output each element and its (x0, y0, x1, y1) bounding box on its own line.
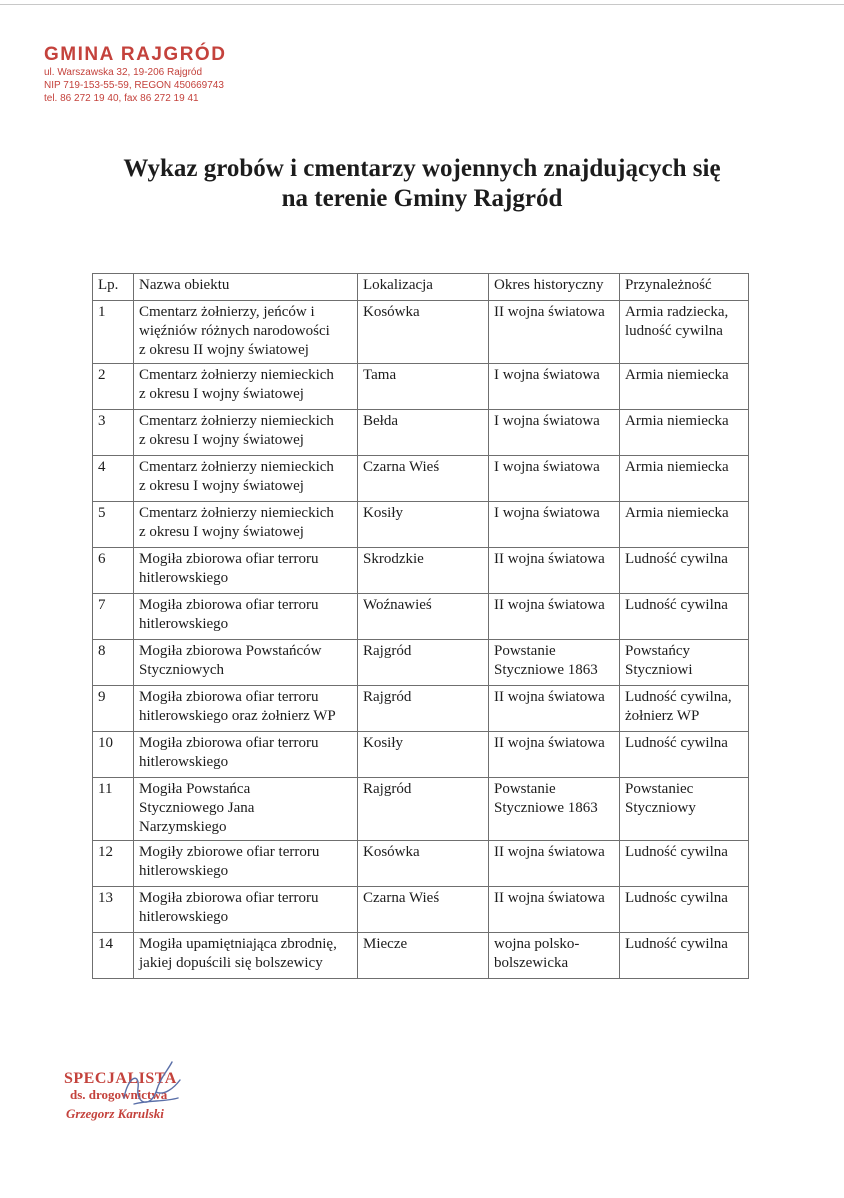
cell-location: Czarna Wieś (358, 456, 489, 502)
header-period: Okres historyczny (489, 274, 620, 301)
header-lp: Lp. (93, 274, 134, 301)
cell-affiliation-line: Ludność cywilna (625, 844, 728, 860)
cell-lp: 13 (93, 887, 134, 933)
cell-lp: 8 (93, 640, 134, 686)
header-affiliation: Przynależność (620, 274, 749, 301)
cell-affiliation-line: Armia niemiecka (625, 505, 729, 521)
cell-period (489, 778, 620, 841)
cell-period-line: I wojna światowa (494, 505, 600, 521)
cell-name-line: Mogiła zbiorowa ofiar terroru (139, 551, 319, 567)
header-name: Nazwa obiektu (134, 274, 358, 301)
cell-name (134, 364, 358, 410)
cell-period (489, 640, 620, 686)
cell-name-line: Mogiła zbiorowa ofiar terroru (139, 890, 319, 906)
cell-name (134, 410, 358, 456)
table-row (93, 887, 749, 933)
title-line-2: na terenie Gminy Rajgród (281, 185, 563, 212)
cell-name (134, 686, 358, 732)
cell-period (489, 456, 620, 502)
cell-name-line: z okresu I wojny światowej (139, 432, 304, 448)
cell-name-line: Cmentarz żołnierzy niemieckich (139, 413, 334, 429)
cell-name (134, 841, 358, 887)
table-row (93, 502, 749, 548)
cell-name-line: z okresu I wojny światowej (139, 524, 304, 540)
cell-name-line: hitlerowskiego (139, 570, 229, 586)
cell-name (134, 594, 358, 640)
cell-period-line: II wojna światowa (494, 735, 605, 751)
cell-period-line: II wojna światowa (494, 844, 605, 860)
cell-affiliation (620, 364, 749, 410)
cell-period (489, 548, 620, 594)
table-row (93, 778, 749, 841)
cell-affiliation (620, 887, 749, 933)
cell-name-line: Styczniowego Jana (139, 800, 255, 816)
cell-affiliation-line: Powstańcy (625, 643, 690, 659)
table-body (93, 301, 749, 979)
table-row (93, 456, 749, 502)
cell-affiliation-line: Ludność cywilna (625, 597, 728, 613)
cell-affiliation (620, 301, 749, 364)
document-title (0, 154, 844, 214)
letterhead-contact: tel. 86 272 19 40, fax 86 272 19 41 (44, 93, 199, 104)
cell-location: Woźnawieś (358, 594, 489, 640)
cell-affiliation-line: Ludność cywilna (625, 936, 728, 952)
cell-affiliation-line: Styczniowi (625, 662, 693, 678)
cell-period-line: II wojna światowa (494, 597, 605, 613)
cell-name (134, 887, 358, 933)
cell-lp: 6 (93, 548, 134, 594)
cell-lp: 5 (93, 502, 134, 548)
cell-period-line: II wojna światowa (494, 890, 605, 906)
cell-name-line: hitlerowskiego (139, 616, 229, 632)
cell-period (489, 301, 620, 364)
cell-period (489, 410, 620, 456)
cell-name-line: z okresu I wojny światowej (139, 386, 304, 402)
cell-name-line: Styczniowych (139, 662, 224, 678)
cell-name-line: Mogiła zbiorowa ofiar terroru (139, 689, 319, 705)
table-row (93, 548, 749, 594)
table-row (93, 933, 749, 979)
table-row (93, 841, 749, 887)
cell-period-line: I wojna światowa (494, 459, 600, 475)
cell-name-line: Mogiła upamiętniająca zbrodnię, (139, 936, 337, 952)
cell-name-line: Mogiły zbiorowe ofiar terroru (139, 844, 320, 860)
cell-lp: 12 (93, 841, 134, 887)
cell-location: Kosiły (358, 502, 489, 548)
table-row (93, 364, 749, 410)
cell-name-line: hitlerowskiego (139, 863, 229, 879)
cell-name-line: Cmentarz żołnierzy niemieckich (139, 505, 334, 521)
cell-location: Bełda (358, 410, 489, 456)
cell-period (489, 364, 620, 410)
cell-lp: 2 (93, 364, 134, 410)
header-location: Lokalizacja (358, 274, 489, 301)
cell-name-line: Cmentarz żołnierzy niemieckich (139, 459, 334, 475)
table-row (93, 594, 749, 640)
table-header-row (93, 274, 749, 301)
letterhead-ids: NIP 719-153-55-59, REGON 450669743 (44, 80, 224, 91)
cell-name (134, 640, 358, 686)
cell-lp: 7 (93, 594, 134, 640)
cell-location: Skrodzkie (358, 548, 489, 594)
table-row (93, 686, 749, 732)
table-row (93, 732, 749, 778)
cell-name (134, 548, 358, 594)
table-row (93, 410, 749, 456)
cell-period-line: Powstanie (494, 643, 556, 659)
cell-period-line: I wojna światowa (494, 413, 600, 429)
cell-period (489, 933, 620, 979)
cell-period-line: Styczniowe 1863 (494, 800, 598, 816)
cell-name-line: z okresu II wojny światowej (139, 342, 309, 358)
cell-affiliation (620, 686, 749, 732)
letterhead-name: GMINA RAJGRÓD (44, 44, 227, 65)
cell-affiliation (620, 502, 749, 548)
cell-affiliation-line: Armia niemiecka (625, 367, 729, 383)
stamp-line-3: Grzegorz Karulski (66, 1106, 164, 1121)
cell-lp: 11 (93, 778, 134, 841)
cell-name-line: z okresu I wojny światowej (139, 478, 304, 494)
stamp-line-1: SPECJALISTA (64, 1070, 177, 1087)
cell-period-line: wojna polsko- (494, 936, 580, 952)
cell-location: Rajgród (358, 686, 489, 732)
cell-period-line: II wojna światowa (494, 304, 605, 320)
table-row (93, 640, 749, 686)
cell-name-line: Mogiła zbiorowa ofiar terroru (139, 597, 319, 613)
cell-affiliation-line: żołnierz WP (625, 708, 700, 724)
cell-name (134, 502, 358, 548)
cell-name-line: hitlerowskiego (139, 754, 229, 770)
cell-lp: 14 (93, 933, 134, 979)
cell-location: Miecze (358, 933, 489, 979)
war-graves-table (92, 273, 749, 979)
cell-lp: 9 (93, 686, 134, 732)
cell-name-line: jakiej dopuścili się bolszewicy (139, 955, 323, 971)
cell-lp: 4 (93, 456, 134, 502)
cell-location: Tama (358, 364, 489, 410)
cell-affiliation-line: Armia niemiecka (625, 413, 729, 429)
cell-location: Czarna Wieś (358, 887, 489, 933)
cell-location: Rajgród (358, 640, 489, 686)
cell-affiliation-line: Armia niemiecka (625, 459, 729, 475)
cell-affiliation-line: Ludność cywilna (625, 551, 728, 567)
cell-name-line: Cmentarz żołnierzy niemieckich (139, 367, 334, 383)
cell-location: Kosówka (358, 841, 489, 887)
cell-affiliation-line: Powstaniec (625, 781, 694, 797)
specialist-stamp (64, 1058, 224, 1128)
cell-period-line: I wojna światowa (494, 367, 600, 383)
cell-name-line: więźniów różnych narodowości (139, 323, 330, 339)
cell-name-line: hitlerowskiego oraz żołnierz WP (139, 708, 336, 724)
cell-affiliation (620, 778, 749, 841)
cell-affiliation-line: Styczniowy (625, 800, 696, 816)
cell-affiliation (620, 410, 749, 456)
cell-affiliation (620, 732, 749, 778)
cell-name-line: Mogiła Powstańca (139, 781, 251, 797)
cell-affiliation (620, 548, 749, 594)
cell-affiliation (620, 594, 749, 640)
title-line-1: Wykaz grobów i cmentarzy wojennych znajdujących się (123, 155, 721, 182)
cell-period (489, 732, 620, 778)
cell-name-line: Narzymskiego (139, 819, 227, 835)
cell-affiliation (620, 933, 749, 979)
cell-location: Rajgród (358, 778, 489, 841)
cell-lp: 1 (93, 301, 134, 364)
cell-period-line: bolszewicka (494, 955, 569, 971)
cell-name (134, 301, 358, 364)
cell-affiliation-line: Ludność cywilna (625, 735, 728, 751)
cell-name (134, 456, 358, 502)
cell-affiliation-line: Ludnośc cywilna (625, 890, 728, 906)
cell-location: Kosiły (358, 732, 489, 778)
top-rule (0, 4, 844, 5)
letterhead-address: ul. Warszawska 32, 19-206 Rajgród (44, 67, 203, 78)
cell-period-line: Powstanie (494, 781, 556, 797)
cell-period (489, 686, 620, 732)
stamp-line-2: ds. drogownictwa (70, 1087, 168, 1102)
cell-affiliation (620, 640, 749, 686)
cell-lp: 10 (93, 732, 134, 778)
signature-scribble (94, 1058, 204, 1116)
cell-name-line: Mogiła zbiorowa ofiar terroru (139, 735, 319, 751)
cell-name (134, 933, 358, 979)
cell-period (489, 841, 620, 887)
cell-period (489, 594, 620, 640)
cell-period-line: Styczniowe 1863 (494, 662, 598, 678)
cell-period (489, 502, 620, 548)
cell-name (134, 778, 358, 841)
cell-name-line: hitlerowskiego (139, 909, 229, 925)
cell-affiliation-line: ludność cywilna (625, 323, 723, 339)
letterhead (44, 44, 226, 105)
cell-lp: 3 (93, 410, 134, 456)
cell-name (134, 732, 358, 778)
cell-affiliation (620, 841, 749, 887)
cell-location: Kosówka (358, 301, 489, 364)
cell-period (489, 887, 620, 933)
cell-period-line: II wojna światowa (494, 551, 605, 567)
table-row (93, 301, 749, 364)
cell-name-line: Cmentarz żołnierzy, jeńców i (139, 304, 315, 320)
cell-period-line: II wojna światowa (494, 689, 605, 705)
cell-affiliation-line: Armia radziecka, (625, 304, 729, 320)
cell-affiliation (620, 456, 749, 502)
cell-affiliation-line: Ludność cywilna, (625, 689, 732, 705)
cell-name-line: Mogiła zbiorowa Powstańców (139, 643, 322, 659)
